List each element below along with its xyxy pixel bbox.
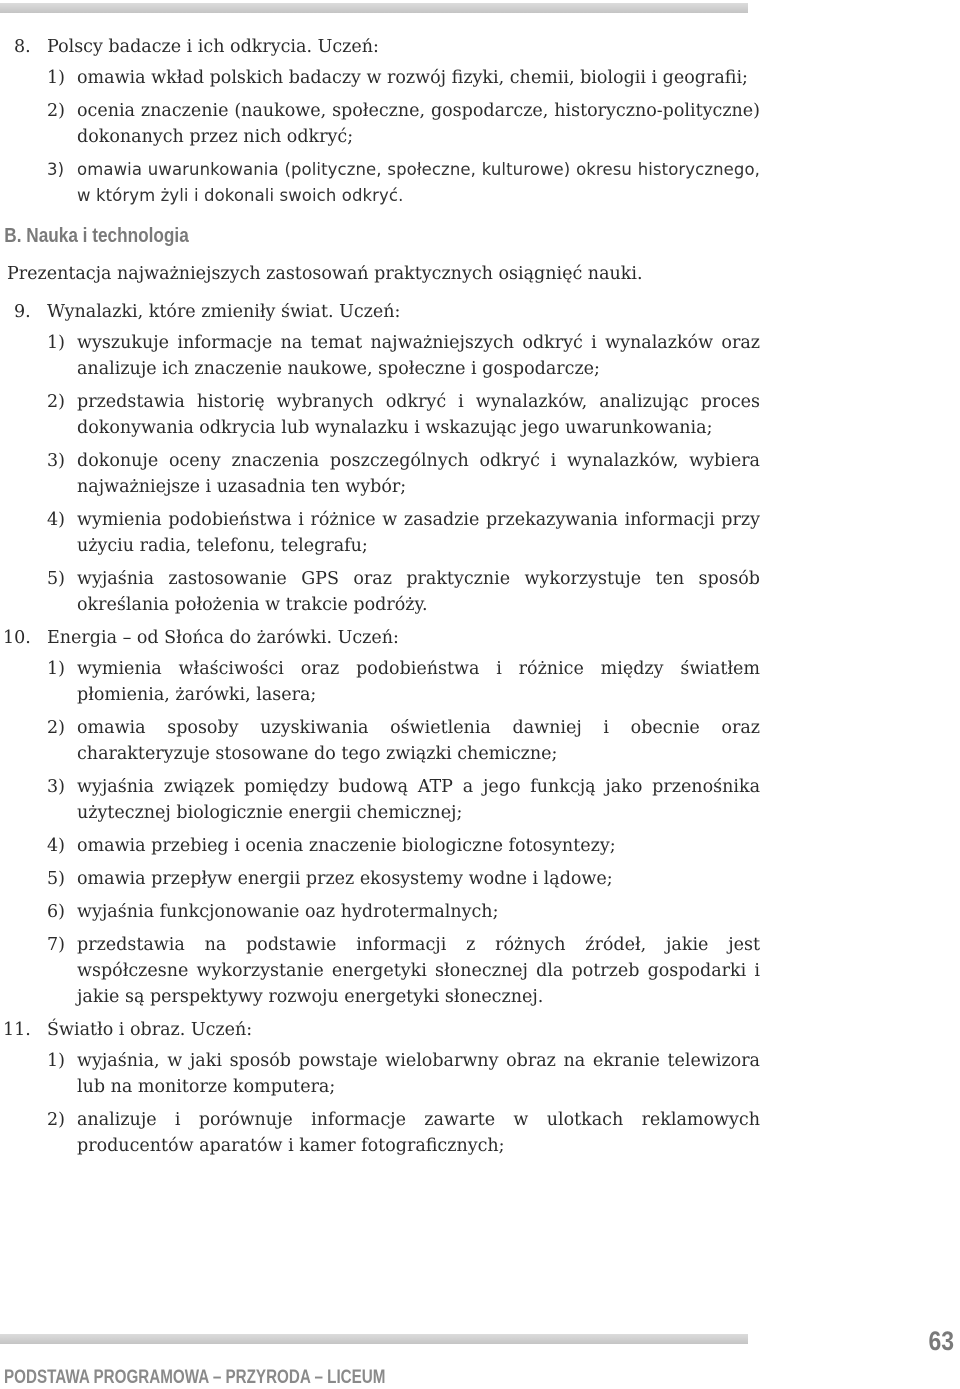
section-number: 8. (14, 37, 31, 57)
section-number: 10. (3, 628, 31, 648)
list-item (0, 866, 760, 892)
item-text: wyjaśnia funkcjonowanie oaz hydrotermalnych; (77, 902, 499, 922)
item-number: 4) (47, 836, 65, 856)
section-heading (0, 299, 760, 326)
part-b-heading: B. Nauka i technologia (4, 225, 189, 247)
section-title: Wynalazki, które zmieniły świat. Uczeń: (47, 302, 401, 322)
item-text: dokonuje oceny znaczenia poszczególnych odkryć i wynalazków, wybiera najważniejsze i uzasadnia ten wybór; (77, 451, 760, 497)
item-text: wymienia właściwości oraz podobieństwa i różnice między światłem płomienia, żarówki, lasera; (77, 659, 760, 705)
list-item (0, 833, 760, 859)
page-content (0, 34, 760, 1166)
section-8 (0, 34, 760, 209)
item-text: wyjaśnia związek pomiędzy budową ATP a jego funkcją jako przenośnika użytecznej biologicznie energii chemicznej; (77, 777, 760, 823)
list-item (0, 1048, 760, 1100)
item-number: 3) (47, 451, 65, 471)
section-heading (0, 34, 760, 61)
item-text: omawia sposoby uzyskiwania oświetlenia dawniej i obecnie oraz charakteryzuje stosowane do tego związki chemiczne; (77, 718, 760, 764)
item-number: 3) (47, 777, 65, 797)
item-number: 2) (47, 392, 65, 412)
list-item (0, 774, 760, 826)
item-number: 1) (47, 659, 65, 679)
item-number: 7) (47, 935, 65, 955)
list-item (0, 98, 760, 150)
item-number: 2) (47, 101, 65, 121)
section-number: 11. (3, 1020, 31, 1040)
item-number: 1) (47, 333, 65, 353)
item-number: 6) (47, 902, 65, 922)
item-text: przedstawia na podstawie informacji z różnych źródeł, jakie jest współczesne wykorzystanie energetyki słonecznej dla potrzeb gospodarki i jakie są perspektywy rozwoju energetyki słonecznej. (77, 935, 760, 1007)
section-9 (0, 299, 760, 618)
item-text: omawia uwarunkowania (polityczne, społeczne, kulturowe) okresu historycznego, w którym żyli i dokonali swoich odkryć. (77, 160, 760, 205)
item-text: ocenia znaczenie (naukowe, społeczne, gospodarcze, historyczno-polityczne) dokonanych przez nich odkryć; (77, 101, 760, 147)
list-item (0, 715, 760, 767)
item-number: 1) (47, 1051, 65, 1071)
item-text: wyjaśnia, w jaki sposób powstaje wielobarwny obraz na ekranie telewizora lub na monitorze komputera; (77, 1051, 760, 1097)
item-number: 4) (47, 510, 65, 530)
list-item (0, 1107, 760, 1159)
footer-title: PODSTAWA PROGRAMOWA – PRZYRODA – LICEUM (4, 1367, 386, 1388)
section-11 (0, 1017, 760, 1159)
list-item (0, 389, 760, 441)
item-number: 5) (47, 869, 65, 889)
part-b-intro: Prezentacja najważniejszych zastosowań praktycznych osiągnięć nauki. (7, 264, 643, 284)
item-number: 1) (47, 68, 65, 88)
list-item (0, 448, 760, 500)
list-item (0, 507, 760, 559)
item-text: wymienia podobieństwa i różnice w zasadzie przekazywania informacji przy użyciu radia, telefonu, telegrafu; (77, 510, 760, 556)
page-number: 63 (928, 1326, 954, 1356)
list-item (0, 157, 760, 209)
list-item (0, 656, 760, 708)
footer-rule (0, 1334, 748, 1344)
item-text: wyjaśnia zastosowanie GPS oraz praktycznie wykorzystuje ten sposób określania położenia w trakcie podróży. (77, 569, 760, 615)
section-title: Polscy badacze i ich odkrycia. Uczeń: (47, 37, 379, 57)
list-item (0, 899, 760, 925)
section-heading (0, 625, 760, 652)
section-number: 9. (14, 302, 31, 322)
list-item (0, 330, 760, 382)
section-title: Energia – od Słońca do żarówki. Uczeń: (47, 628, 399, 648)
list-item (0, 65, 760, 91)
item-text: omawia przepływ energii przez ekosystemy wodne i lądowe; (77, 869, 613, 889)
item-number: 5) (47, 569, 65, 589)
header-rule (0, 3, 748, 13)
section-title: Światło i obraz. Uczeń: (47, 1020, 253, 1040)
item-number: 2) (47, 718, 65, 738)
item-text: wyszukuje informacje na temat najważniejszych odkryć i wynalazków oraz analizuje ich znaczenie naukowe, społeczne i gospodarcze; (77, 333, 760, 379)
item-text: omawia wkład polskich badaczy w rozwój fizyki, chemii, biologii i geografii; (77, 68, 748, 88)
item-number: 3) (47, 160, 65, 179)
list-item (0, 932, 760, 1010)
section-10 (0, 625, 760, 1010)
item-number: 2) (47, 1110, 65, 1130)
item-text: analizuje i porównuje informacje zawarte w ulotkach reklamowych producentów aparatów i kamer fotograficznych; (77, 1110, 760, 1156)
section-heading (0, 1017, 760, 1044)
list-item (0, 566, 760, 618)
item-text: omawia przebieg i ocenia znaczenie biologiczne fotosyntezy; (77, 836, 616, 856)
item-text: przedstawia historię wybranych odkryć i wynalazków, analizując proces dokonywania odkrycia lub wynalazku i wskazując jego uwarunkowania; (77, 392, 760, 438)
